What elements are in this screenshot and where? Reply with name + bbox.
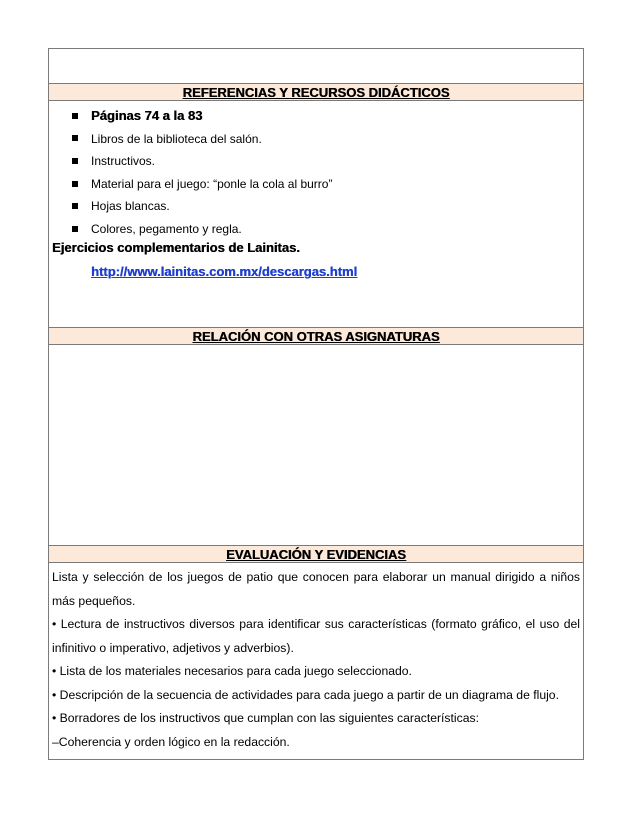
lesson-plan-table <box>48 48 584 760</box>
list-item: Libros de la biblioteca del salón. <box>72 128 332 151</box>
ejercicios-label: Ejercicios complementarios de Lainitas. <box>52 240 300 255</box>
square-bullet-icon <box>72 203 78 209</box>
descargas-link[interactable]: http://www.lainitas.com.mx/descargas.html <box>91 264 358 279</box>
blank-top-row <box>49 49 583 83</box>
list-item: Colores, pegamento y regla. <box>72 218 332 241</box>
evidence-paragraph: –Coherencia y orden lógico en la redacción. <box>52 734 290 749</box>
referencias-header-text: REFERENCIAS Y RECURSOS DIDÁCTICOS <box>182 85 450 100</box>
relacion-header <box>49 327 583 344</box>
evidence-paragraph: • Lectura de instructivos diversos para identificar sus características (formato gráfico, el uso del infinitivo o imperativo, adjetivos y adverbios). <box>52 617 580 655</box>
list-item: Instructivos. <box>72 150 332 173</box>
square-bullet-icon <box>72 135 78 141</box>
evaluacion-header <box>49 545 583 562</box>
evidence-paragraph: • Borradores de los instructivos que cumplan con las siguientes características: <box>52 711 479 725</box>
referencias-header <box>49 83 583 100</box>
evaluacion-text <box>52 566 580 754</box>
evidence-paragraph: • Lista de los materiales necesarios para cada juego seleccionado. <box>52 664 412 678</box>
square-bullet-icon <box>72 158 78 164</box>
list-item: Páginas 74 a la 83 <box>72 105 332 128</box>
evaluacion-header-text: EVALUACIÓN Y EVIDENCIAS <box>226 547 406 562</box>
evidence-paragraph: Lista y selección de los juegos de patio que conocen para elaborar un manual dirigido a niños más pequeños. <box>52 570 580 608</box>
relacion-content <box>49 344 583 545</box>
referencias-content <box>49 100 583 327</box>
evidence-paragraph: • Descripción de la secuencia de actividades para cada juego a partir de un diagrama de flujo. <box>52 687 559 702</box>
square-bullet-icon <box>72 226 78 232</box>
resources-list <box>72 105 332 241</box>
square-bullet-icon <box>72 113 78 119</box>
square-bullet-icon <box>72 181 78 187</box>
evaluacion-content <box>49 562 583 759</box>
list-item: Material para el juego: “ponle la cola al burro” <box>72 173 332 196</box>
list-item: Hojas blancas. <box>72 195 332 218</box>
relacion-header-text: RELACIÓN CON OTRAS ASIGNATURAS <box>192 329 440 344</box>
